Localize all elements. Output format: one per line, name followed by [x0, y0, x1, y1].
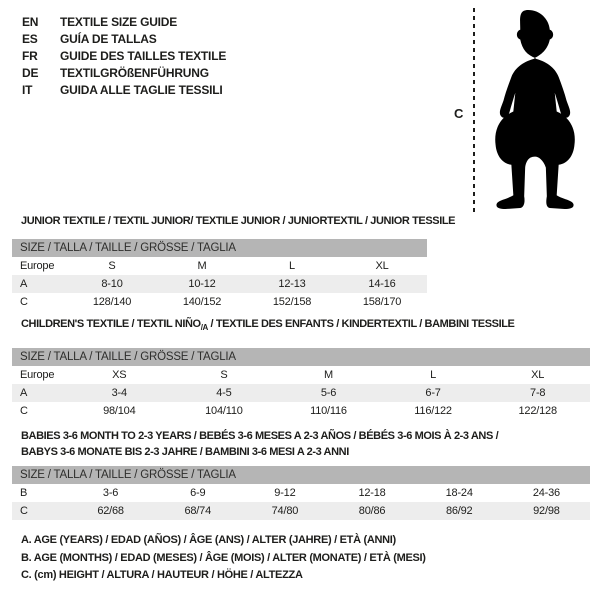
table-cell: 12-18	[358, 487, 386, 499]
table-cell: 6-9	[190, 487, 206, 499]
table-cell: S	[220, 369, 228, 381]
language-row-it	[22, 82, 226, 99]
table-cell: 24-36	[532, 487, 560, 499]
language-code: ES	[22, 32, 38, 46]
table-row	[12, 275, 427, 293]
language-title: GUÍA DE TALLAS	[60, 32, 157, 46]
table-header-label: SIZE / TALLA / TAILLE / GRÖSSE / TAGLIA	[12, 466, 590, 484]
language-code: DE	[22, 66, 39, 80]
table-cell: 158/170	[362, 296, 402, 308]
junior-section-heading: JUNIOR TEXTILE / TEXTIL JUNIOR/ TEXTILE JUNIOR / JUNIORTEXTIL / JUNIOR TESSILE	[21, 215, 456, 227]
row-label: B	[20, 487, 28, 499]
table-row	[12, 366, 590, 384]
language-title: TEXTILE SIZE GUIDE	[60, 15, 178, 29]
table-header-bar	[12, 239, 427, 257]
babies-section-heading	[21, 428, 498, 460]
heading-line-2: BABYS 3-6 MONATE BIS 2-3 JAHRE / BAMBINI 3-6 MESI A 2-3 ANNI	[21, 446, 349, 458]
table-row	[12, 293, 427, 311]
row-label: Europe	[20, 260, 55, 272]
legend-line-c: C. (cm) HEIGHT / ALTURA / HAUTEUR / HÖHE / ALTEZZA	[21, 569, 303, 581]
row-label: Europe	[20, 369, 55, 381]
row-label: A	[12, 275, 67, 293]
table-row	[12, 484, 590, 502]
height-measure-label: C	[454, 106, 464, 121]
table-cell: 9-12	[274, 487, 296, 499]
table-cell: 68/74	[154, 502, 241, 520]
table-cell: 7-8	[485, 384, 590, 402]
table-cell: 98/104	[103, 405, 136, 417]
height-measure-dotted-line	[473, 8, 475, 213]
table-cell: 140/152	[182, 296, 222, 308]
table-cell: 12-13	[247, 275, 337, 293]
table-cell: 14-16	[337, 275, 427, 293]
table-cell: 122/128	[518, 405, 557, 417]
baby-silhouette-icon	[485, 9, 587, 211]
babies-size-table	[12, 466, 590, 520]
table-row	[12, 402, 590, 420]
table-cell: M	[197, 260, 207, 272]
language-row-de	[22, 65, 226, 82]
table-header-label: SIZE / TALLA / TAILLE / GRÖSSE / TAGLIA	[12, 348, 590, 366]
table-cell: 5-6	[276, 384, 381, 402]
table-row	[12, 384, 590, 402]
table-cell: 128/140	[92, 296, 132, 308]
language-row-fr	[22, 48, 226, 65]
table-row	[12, 502, 590, 520]
heading-text: CHILDREN'S TEXTILE / TEXTIL NIÑO	[21, 318, 201, 330]
table-cell: 116/122	[414, 405, 452, 417]
table-cell: 86/92	[416, 502, 503, 520]
language-title: GUIDA ALLE TAGLIE TESSILI	[60, 83, 223, 97]
heading-text: / TEXTILE DES ENFANTS / KINDERTEXTIL / BAMBINI TESSILE	[207, 318, 515, 330]
table-cell: 104/110	[205, 405, 243, 417]
table-cell: 80/86	[328, 502, 415, 520]
table-cell: 4-5	[172, 384, 277, 402]
heading-subscript: /A	[200, 323, 208, 333]
table-cell: 3-4	[67, 384, 172, 402]
table-cell: XS	[112, 369, 127, 381]
language-code: IT	[22, 83, 33, 97]
language-title-list	[22, 14, 226, 99]
row-label: C	[20, 405, 28, 417]
table-cell: L	[430, 369, 437, 381]
heading-line-1: BABIES 3-6 MONTH TO 2-3 YEARS / BEBÉS 3-6 MESES A 2-3 AÑOS / BÉBÉS 3-6 MOIS À 2-3 ANS /	[21, 430, 499, 442]
table-cell: 62/68	[67, 502, 154, 520]
table-cell: 110/116	[310, 405, 347, 417]
language-row-es	[22, 31, 226, 48]
legend-line-a: A. AGE (YEARS) / EDAD (AÑOS) / ÂGE (ANS) / ALTER (JAHRE) / ETÀ (ANNI)	[21, 534, 396, 546]
junior-size-table	[12, 239, 427, 311]
table-cell: 6-7	[381, 384, 486, 402]
table-cell: 152/158	[272, 296, 312, 308]
legend-line-b: B. AGE (MONTHS) / EDAD (MESES) / ÂGE (MOIS) / ALTER (MONATE) / ETÀ (MESI)	[21, 551, 426, 564]
table-cell: XL	[375, 260, 389, 272]
language-title: TEXTILGRÖßENFÜHRUNG	[60, 66, 209, 80]
table-cell: 18-24	[445, 487, 473, 499]
row-label: A	[12, 384, 67, 402]
table-cell: 8-10	[67, 275, 157, 293]
children-section-heading	[21, 318, 515, 332]
language-code: FR	[22, 49, 38, 63]
row-label: C	[20, 296, 28, 308]
table-cell: L	[289, 260, 295, 272]
legend	[21, 532, 426, 585]
table-cell: 74/80	[241, 502, 328, 520]
table-cell: 3-6	[102, 487, 119, 499]
table-header-label: SIZE / TALLA / TAILLE / GRÖSSE / TAGLIA	[12, 239, 427, 257]
language-code: EN	[22, 15, 39, 29]
row-label: C	[12, 502, 67, 520]
table-header-bar	[12, 466, 590, 484]
table-cell: 10-12	[157, 275, 247, 293]
children-size-table	[12, 348, 590, 420]
table-cell: 92/98	[503, 502, 590, 520]
table-cell: M	[324, 369, 333, 381]
language-title: GUIDE DES TAILLES TEXTILE	[60, 49, 227, 63]
table-header-bar	[12, 348, 590, 366]
language-row-en	[22, 14, 226, 31]
table-cell: XL	[531, 369, 545, 381]
table-cell: S	[108, 260, 116, 272]
table-row	[12, 257, 427, 275]
